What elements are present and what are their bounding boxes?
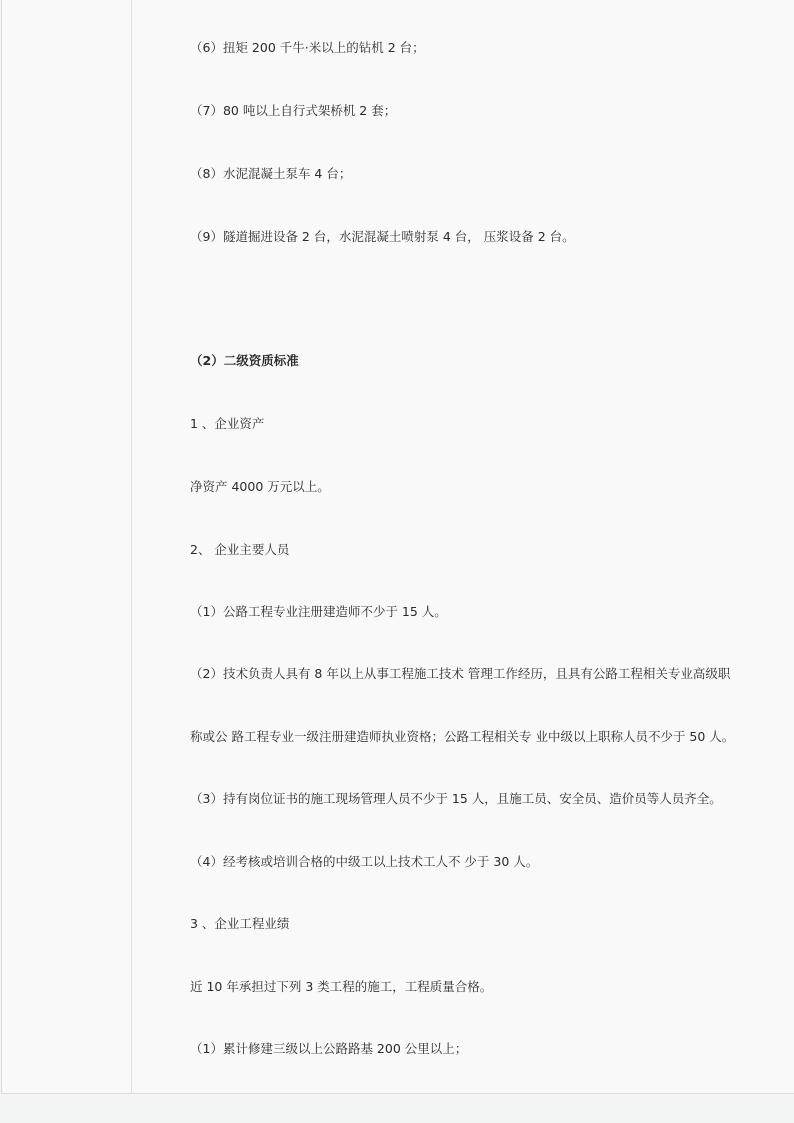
subheading-project-performance: 3 、企业工程业绩	[190, 916, 290, 931]
paragraph-project-requirement: 近 10 年承担过下列 3 类工程的施工，工程质量合格。	[190, 979, 493, 994]
list-item-registered-constructors: （1）公路工程专业注册建造师不少于 15 人。	[190, 604, 447, 619]
document-page	[1, 0, 794, 1094]
list-item-technical-lead: （2）技术负责人具有 8 年以上从事工程施工技术 管理工作经历，且具有公路工程相关专业高级职	[190, 666, 731, 681]
list-item-roadbed: （1）累计修建三级以上公路路基 200 公里以上；	[190, 1041, 468, 1056]
section-heading-grade-two: （2）二级资质标准	[190, 353, 299, 368]
subheading-enterprise-assets: 1 、企业资产	[190, 416, 265, 431]
list-item-skilled-workers: （4）经考核或培训合格的中级工以上技术工人不 少于 30 人。	[190, 854, 539, 869]
list-item-tunnel-equipment: （9）隧道掘进设备 2 台，水泥混凝土喷射泵 4 台， 压浆设备 2 台。	[190, 229, 575, 244]
paragraph-net-assets: 净资产 4000 万元以上。	[190, 479, 330, 494]
list-item-technical-lead-continued: 称或公 路工程专业一级注册建造师执业资格；公路工程相关专 业中级以上职称人员不少于 50 人。	[190, 729, 735, 744]
margin-rule	[131, 0, 132, 1094]
subheading-key-personnel: 2、 企业主要人员	[190, 542, 290, 557]
list-item-drill: （6）扭矩 200 千牛·米以上的钻机 2 台；	[190, 40, 425, 55]
list-item-bridge-erector: （7）80 吨以上自行式架桥机 2 套；	[190, 103, 397, 118]
list-item-concrete-pump-truck: （8）水泥混凝土泵车 4 台；	[190, 166, 352, 181]
list-item-site-managers: （3）持有岗位证书的施工现场管理人员不少于 15 人，且施工员、安全员、造价员等人员齐全。	[190, 791, 722, 806]
